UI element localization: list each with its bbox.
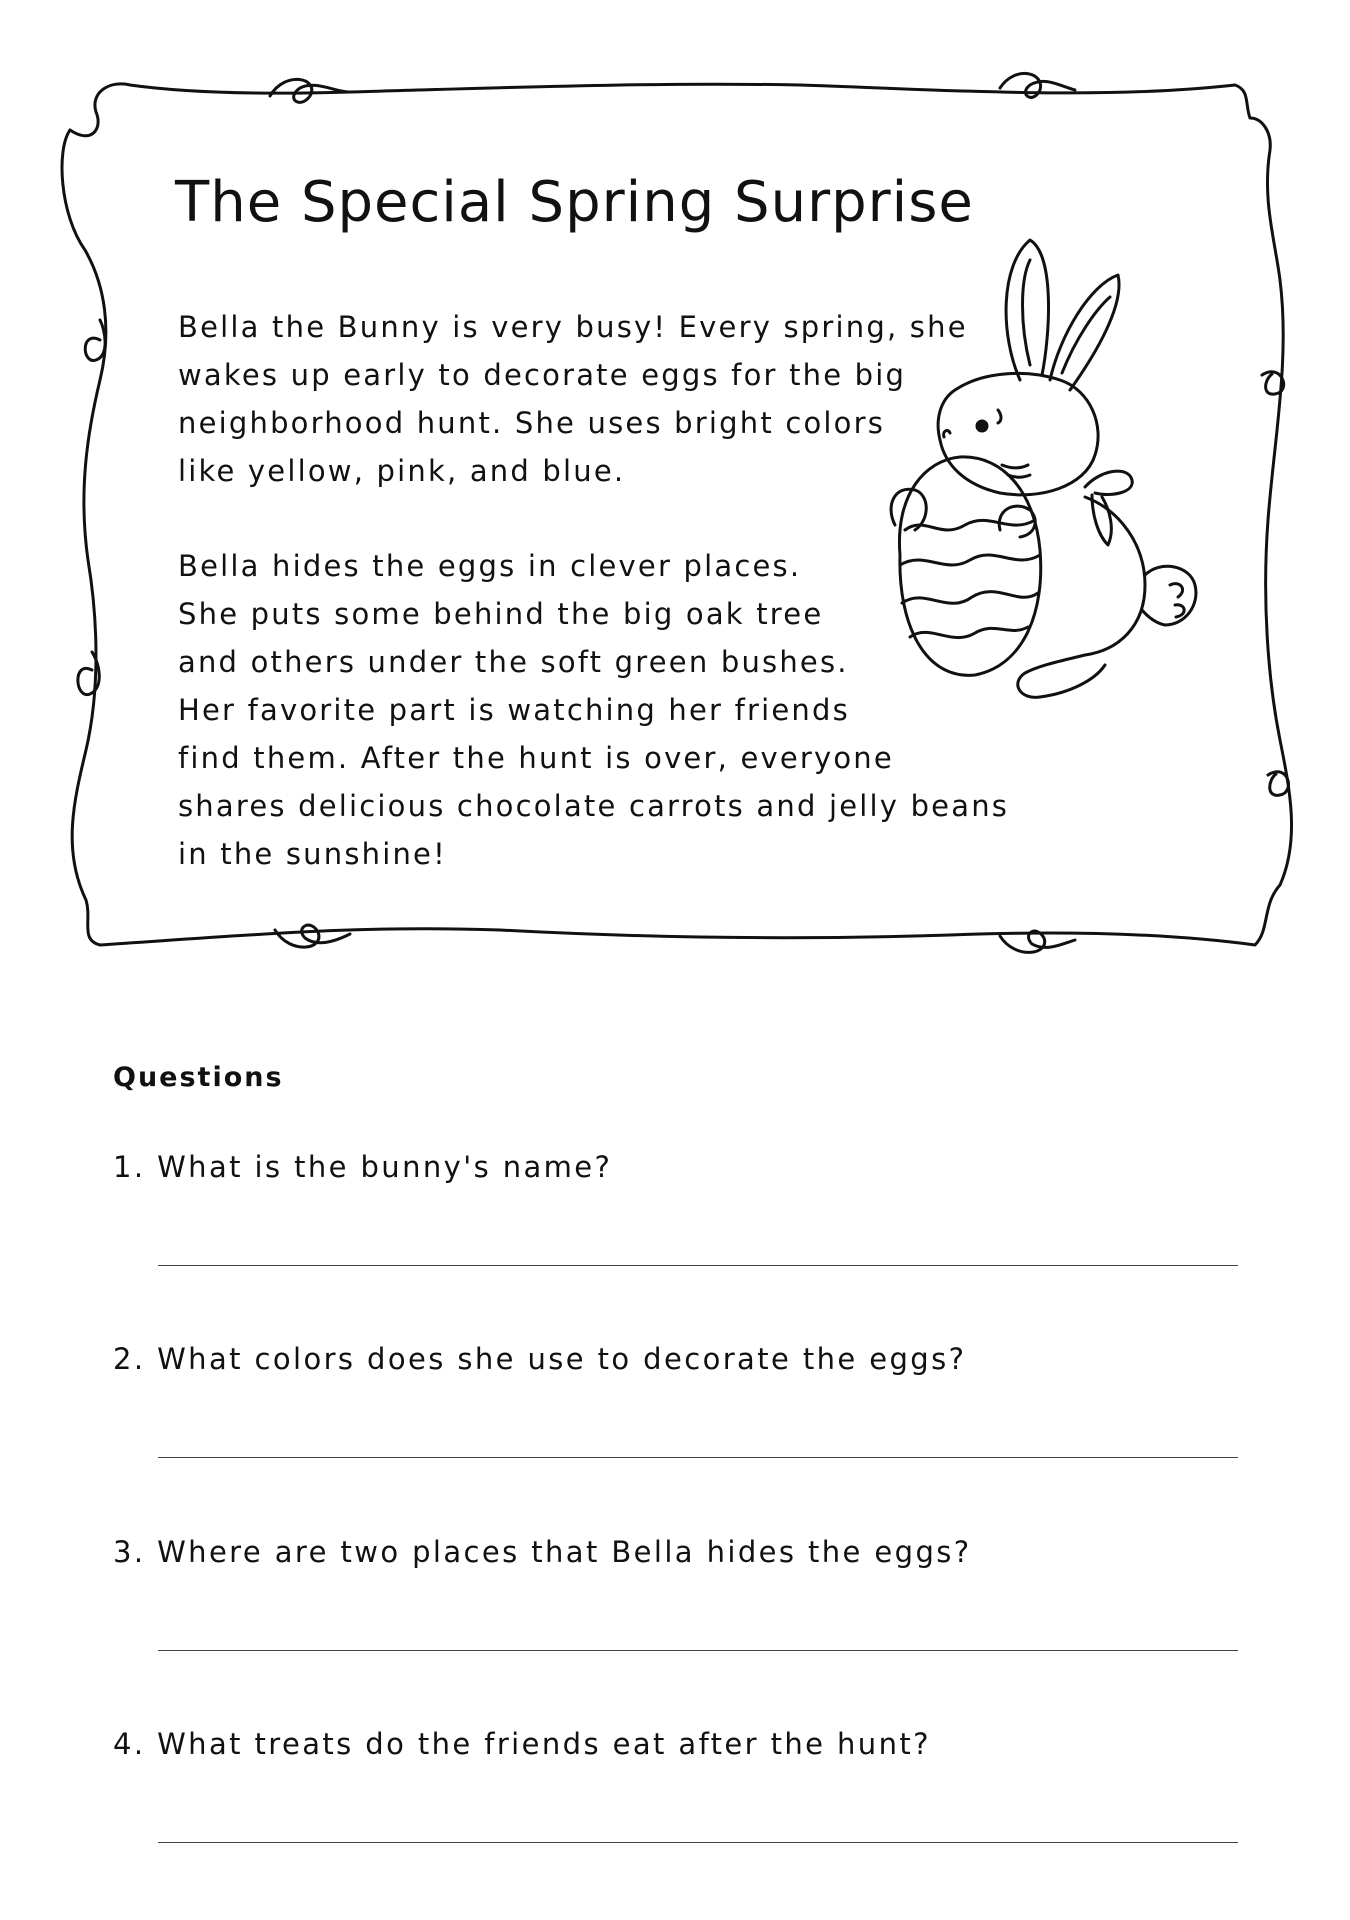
question-text: 4. What treats do the friends eat after the hunt? (113, 1727, 931, 1761)
question-item (113, 1150, 1243, 1300)
story-line: shares delicious chocolate carrots and jelly beans (178, 789, 1010, 823)
story-line: neighborhood hunt. She uses bright colors (178, 406, 886, 440)
story-line: Bella hides the eggs in clever places. (178, 549, 802, 583)
story-line: wakes up early to decorate eggs for the big (178, 358, 907, 392)
questions-heading: Questions (113, 1062, 284, 1093)
answer-line[interactable] (158, 1842, 1238, 1843)
worksheet-title: The Special Spring Surprise (175, 170, 974, 235)
question-text: 1. What is the bunny's name? (113, 1150, 613, 1184)
story-line: like yellow, pink, and blue. (178, 454, 626, 488)
question-text: 3. Where are two places that Bella hides the eggs? (113, 1535, 972, 1569)
question-item (113, 1727, 1243, 1877)
question-item (113, 1535, 1243, 1685)
story-line: in the sunshine! (178, 837, 447, 871)
story-line: Bella the Bunny is very busy! Every spring, she (178, 310, 968, 344)
story-line: Her favorite part is watching her friends (178, 693, 850, 727)
answer-line[interactable] (158, 1457, 1238, 1458)
story-line: She puts some behind the big oak tree (178, 597, 824, 631)
answer-line[interactable] (158, 1265, 1238, 1266)
question-item (113, 1342, 1243, 1492)
story-line: find them. After the hunt is over, everyone (178, 741, 894, 775)
answer-line[interactable] (158, 1650, 1238, 1651)
story-paragraph-2 (178, 542, 1038, 878)
story-line: and others under the soft green bushes. (178, 645, 849, 679)
story-paragraph-1 (178, 303, 1038, 495)
question-text: 2. What colors does she use to decorate the eggs? (113, 1342, 967, 1376)
